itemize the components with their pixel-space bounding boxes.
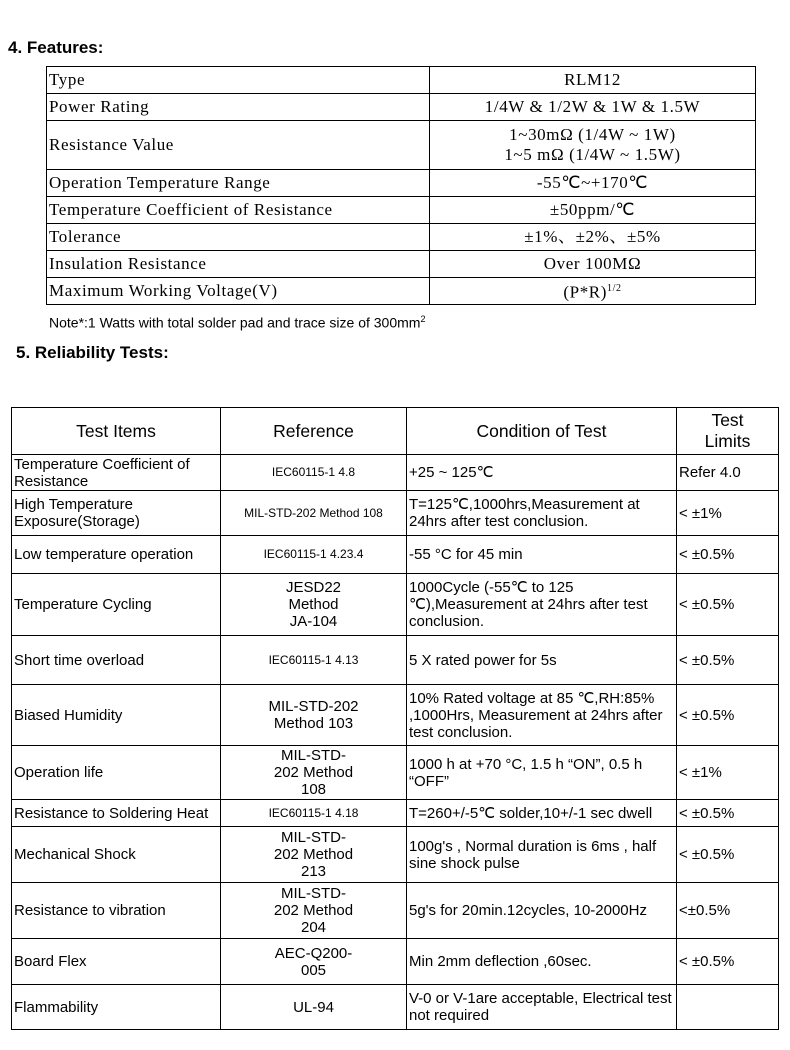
- feature-label: Tolerance: [47, 224, 430, 251]
- test-reference: MIL-STD-202 Method 108: [221, 491, 407, 536]
- features-heading: 4. Features:: [8, 38, 104, 57]
- feature-label: Maximum Working Voltage(V): [47, 278, 430, 305]
- test-reference: AEC-Q200-005: [221, 939, 407, 985]
- test-reference: UL-94: [221, 985, 407, 1030]
- header-reference: Reference: [221, 408, 407, 455]
- features-row-power-rating: [47, 94, 756, 121]
- feature-value: RLM12: [430, 67, 756, 94]
- test-condition: 5 X rated power for 5s: [407, 636, 677, 685]
- test-limits: < ±0.5%: [677, 574, 779, 636]
- test-item: Board Flex: [12, 939, 221, 985]
- feature-value: -55℃~+170℃: [430, 170, 756, 197]
- features-row-tolerance: [47, 224, 756, 251]
- table-row: [12, 574, 779, 636]
- test-reference: IEC60115-1 4.13: [221, 636, 407, 685]
- test-limits: < ±0.5%: [677, 636, 779, 685]
- feature-label: Type: [47, 67, 430, 94]
- test-item: Flammability: [12, 985, 221, 1030]
- feature-value: ±50ppm/℃: [430, 197, 756, 224]
- test-limits: [677, 985, 779, 1030]
- test-item: Resistance to Soldering Heat: [12, 800, 221, 827]
- features-row-tcr: [47, 197, 756, 224]
- test-reference: MIL-STD-202 Method 108: [221, 746, 407, 800]
- test-limits: < ±0.5%: [677, 800, 779, 827]
- test-reference: MIL-STD-202 Method 213: [221, 827, 407, 883]
- feature-value-base: (P*R): [563, 282, 608, 302]
- table-row: [12, 827, 779, 883]
- test-condition: T=260+/-5℃ solder,10+/-1 sec dwell: [407, 800, 677, 827]
- test-reference: IEC60115-1 4.8: [221, 455, 407, 491]
- feature-value-line: 1~5 mΩ (1/4W ~ 1.5W): [504, 145, 681, 164]
- reliability-table: [11, 407, 779, 1030]
- test-condition: +25 ~ 125℃: [407, 455, 677, 491]
- test-condition: Min 2mm deflection ,60sec.: [407, 939, 677, 985]
- table-row: [12, 636, 779, 685]
- features-row-max-voltage: [47, 278, 756, 305]
- test-condition: 1000 h at +70 °C, 1.5 h “ON”, 0.5 h “OFF”: [407, 746, 677, 800]
- test-limits: Refer 4.0: [677, 455, 779, 491]
- features-note: [49, 314, 425, 331]
- test-condition: 10% Rated voltage at 85 ℃,RH:85% ,1000Hrs, Measurement at 24hrs after test conclusion.: [407, 685, 677, 746]
- test-item: Mechanical Shock: [12, 827, 221, 883]
- features-row-resistance-value: [47, 121, 756, 170]
- test-item: Low temperature operation: [12, 536, 221, 574]
- test-limits: < ±0.5%: [677, 827, 779, 883]
- test-limits: < ±0.5%: [677, 939, 779, 985]
- features-row-type: [47, 67, 756, 94]
- test-limits: < ±1%: [677, 491, 779, 536]
- table-row: [12, 883, 779, 939]
- features-row-insulation: [47, 251, 756, 278]
- reliability-heading: 5. Reliability Tests:: [16, 343, 169, 362]
- table-row: [12, 455, 779, 491]
- test-condition: T=125℃,1000hrs,Measurement at 24hrs after test conclusion.: [407, 491, 677, 536]
- test-item: Operation life: [12, 746, 221, 800]
- test-reference: IEC60115-1 4.23.4: [221, 536, 407, 574]
- test-limits: < ±0.5%: [677, 685, 779, 746]
- feature-label: Insulation Resistance: [47, 251, 430, 278]
- header-condition: Condition of Test: [407, 408, 677, 455]
- test-limits: < ±0.5%: [677, 536, 779, 574]
- header-limits-line: Limits: [704, 431, 751, 451]
- feature-value-exponent: 1/2: [607, 283, 622, 295]
- test-reference: MIL-STD-202 Method 103: [221, 685, 407, 746]
- test-item: Temperature Coefficient of Resistance: [12, 455, 221, 491]
- feature-value: Over 100MΩ: [430, 251, 756, 278]
- test-reference: MIL-STD-202 Method 204: [221, 883, 407, 939]
- test-condition: 1000Cycle (-55℃ to 125 ℃),Measurement at 24hrs after test conclusion.: [407, 574, 677, 636]
- note-text: Note*:1 Watts with total solder pad and trace size of 300mm: [49, 314, 421, 331]
- test-condition: 100g's , Normal duration is 6ms , half sine shock pulse: [407, 827, 677, 883]
- features-row-operation-temperature: [47, 170, 756, 197]
- test-item: Biased Humidity: [12, 685, 221, 746]
- test-item: High Temperature Exposure(Storage): [12, 491, 221, 536]
- test-item: Resistance to vibration: [12, 883, 221, 939]
- header-test-items: Test Items: [12, 408, 221, 455]
- feature-label: Temperature Coefficient of Resistance: [47, 197, 430, 224]
- feature-value: [430, 278, 756, 305]
- table-row: [12, 939, 779, 985]
- test-item: Short time overload: [12, 636, 221, 685]
- feature-value: [430, 121, 756, 170]
- features-table: [46, 66, 756, 305]
- table-row: [12, 800, 779, 827]
- table-header-row: [12, 408, 779, 455]
- feature-value: ±1%、±2%、±5%: [430, 224, 756, 251]
- feature-value: 1/4W & 1/2W & 1W & 1.5W: [430, 94, 756, 121]
- feature-label: Resistance Value: [47, 121, 430, 170]
- test-reference: IEC60115-1 4.18: [221, 800, 407, 827]
- table-row: [12, 746, 779, 800]
- test-condition: 5g's for 20min.12cycles, 10-2000Hz: [407, 883, 677, 939]
- header-limits-line: Test: [711, 410, 744, 430]
- test-limits: < ±1%: [677, 746, 779, 800]
- feature-value-line: 1~30mΩ (1/4W ~ 1W): [509, 125, 676, 144]
- test-condition: V-0 or V-1are acceptable, Electrical test not required: [407, 985, 677, 1030]
- test-reference: JESD22 Method JA-104: [221, 574, 407, 636]
- test-item: Temperature Cycling: [12, 574, 221, 636]
- table-row: [12, 536, 779, 574]
- feature-label: Power Rating: [47, 94, 430, 121]
- feature-label: Operation Temperature Range: [47, 170, 430, 197]
- table-row: [12, 985, 779, 1030]
- note-superscript: 2: [420, 314, 426, 324]
- header-test-limits: [677, 408, 779, 455]
- test-limits: <±0.5%: [677, 883, 779, 939]
- table-row: [12, 685, 779, 746]
- test-condition: -55 °C for 45 min: [407, 536, 677, 574]
- table-row: [12, 491, 779, 536]
